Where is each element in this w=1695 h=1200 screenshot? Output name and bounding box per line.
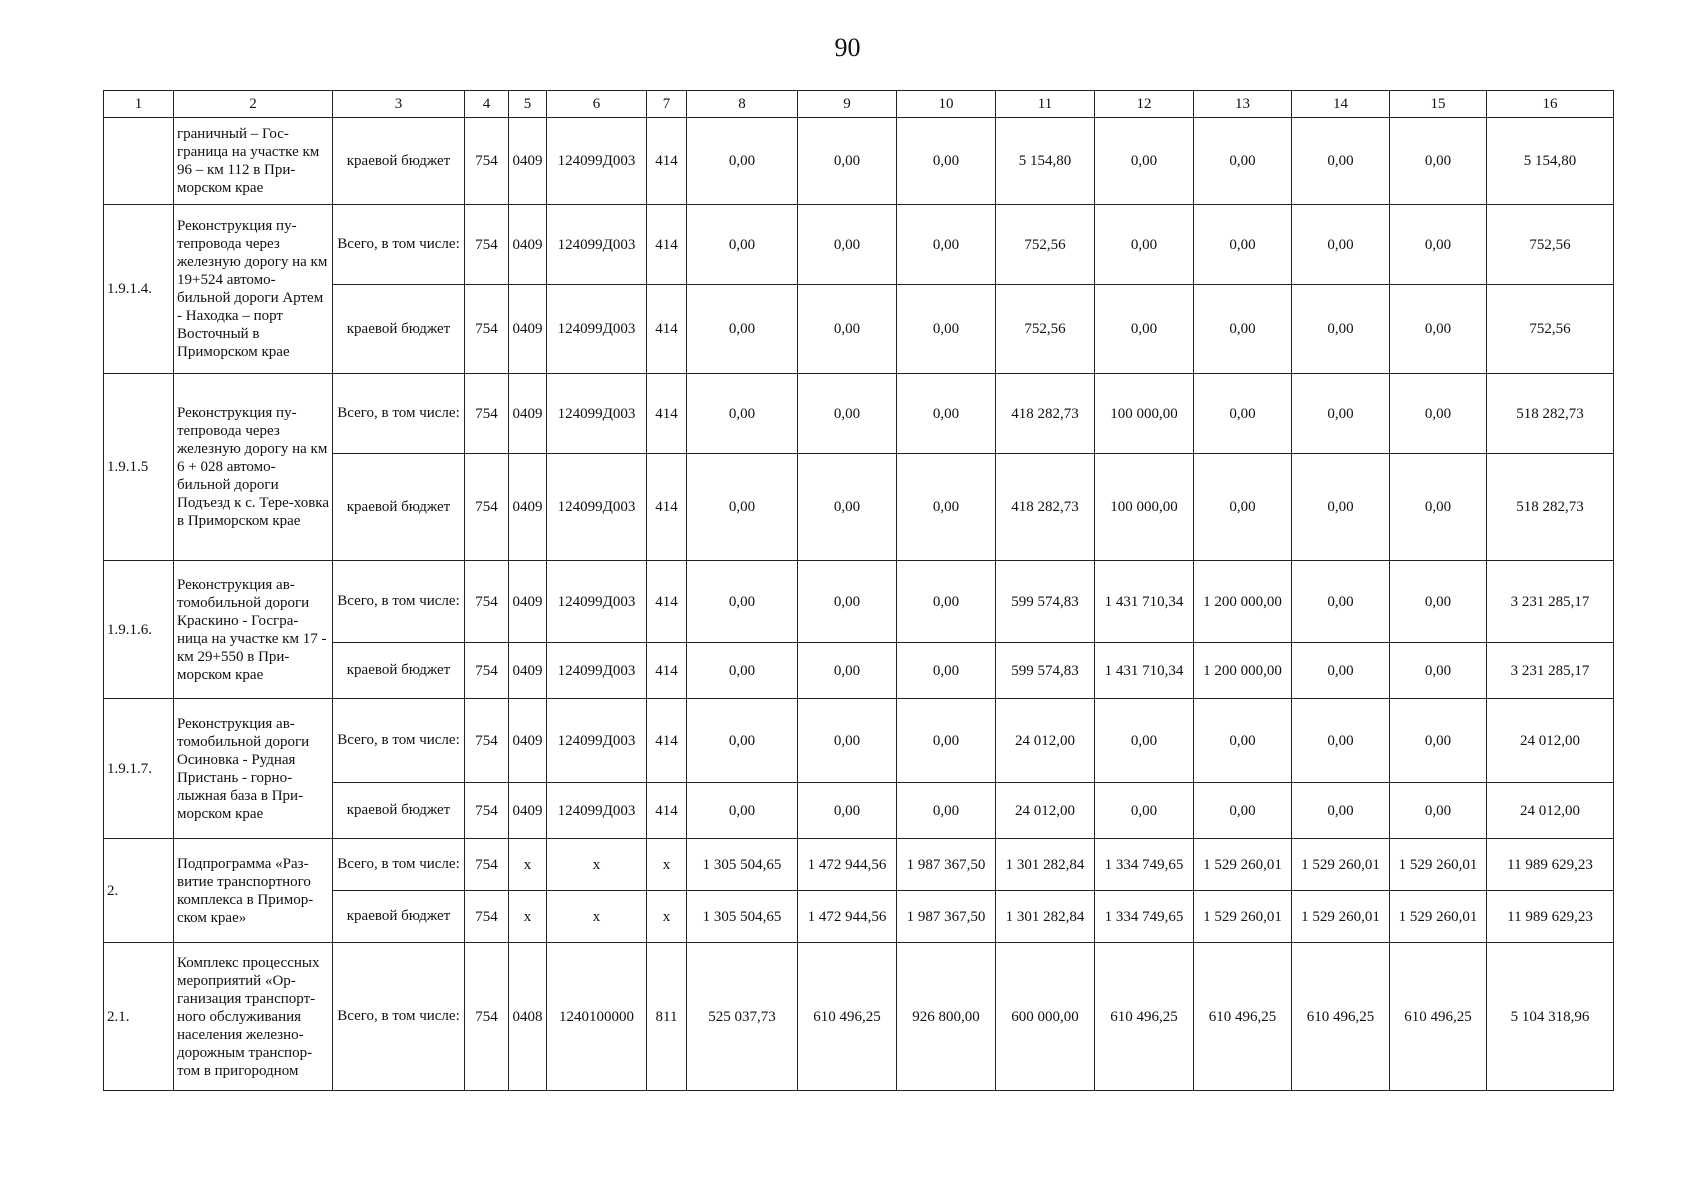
year-amount: 0,00 [798, 783, 897, 839]
year-amount: 0,00 [1194, 374, 1292, 454]
year-amount: 600 000,00 [996, 943, 1095, 1091]
year-amount: 1 301 282,84 [996, 839, 1095, 891]
expense-type-code: 414 [647, 699, 687, 783]
funding-source: Всего, в том числе: [333, 839, 465, 891]
year-amount: 100 000,00 [1095, 374, 1194, 454]
year-amount: 0,00 [687, 783, 798, 839]
grbs-code: 754 [465, 839, 509, 891]
year-amount: 0,00 [1095, 699, 1194, 783]
section-code: 0409 [509, 783, 547, 839]
funding-source: Всего, в том числе: [333, 943, 465, 1091]
grbs-code: 754 [465, 118, 509, 205]
grbs-code: 754 [465, 285, 509, 374]
year-amount: 100 000,00 [1095, 454, 1194, 561]
column-header: 15 [1390, 91, 1487, 118]
column-header: 8 [687, 91, 798, 118]
year-amount: 610 496,25 [1292, 943, 1390, 1091]
grbs-code: 754 [465, 891, 509, 943]
column-header: 1 [104, 91, 174, 118]
item-code: 1.9.1.7. [104, 699, 174, 839]
expense-type-code: 414 [647, 454, 687, 561]
year-amount: 610 496,25 [798, 943, 897, 1091]
column-header: 12 [1095, 91, 1194, 118]
year-amount: 0,00 [1390, 561, 1487, 643]
year-amount: 0,00 [1292, 783, 1390, 839]
target-article-code: 124099Д003 [547, 561, 647, 643]
year-amount: 0,00 [897, 699, 996, 783]
item-name: граничный – Гос-граница на участке км 96 – км 112 в При-морском крае [174, 118, 333, 205]
year-amount: 0,00 [687, 374, 798, 454]
year-amount: 0,00 [1194, 783, 1292, 839]
year-amount: 0,00 [687, 118, 798, 205]
year-amount: 0,00 [1390, 118, 1487, 205]
target-article-code: 124099Д003 [547, 783, 647, 839]
item-name: Реконструкция ав-томобильной дороги Осиновка - Рудная Пристань - горно-лыжная база в При-морском крае [174, 699, 333, 839]
section-code: 0409 [509, 561, 547, 643]
total-amount: 5 154,80 [1487, 118, 1614, 205]
funding-source: краевой бюджет [333, 454, 465, 561]
year-amount: 599 574,83 [996, 561, 1095, 643]
year-amount: 752,56 [996, 205, 1095, 285]
expense-type-code: 414 [647, 783, 687, 839]
table-row [104, 839, 1614, 891]
year-amount: 1 431 710,34 [1095, 643, 1194, 699]
total-amount: 24 012,00 [1487, 783, 1614, 839]
total-amount: 3 231 285,17 [1487, 561, 1614, 643]
section-code: x [509, 891, 547, 943]
target-article-code: 124099Д003 [547, 118, 647, 205]
year-amount: 610 496,25 [1390, 943, 1487, 1091]
item-name: Подпрограмма «Раз-витие транспортного комплекса в Примор-ском крае» [174, 839, 333, 943]
year-amount: 1 200 000,00 [1194, 561, 1292, 643]
year-amount: 0,00 [897, 118, 996, 205]
year-amount: 0,00 [798, 118, 897, 205]
expense-type-code: 414 [647, 205, 687, 285]
item-code: 1.9.1.6. [104, 561, 174, 699]
year-amount: 0,00 [687, 561, 798, 643]
year-amount: 1 472 944,56 [798, 839, 897, 891]
total-amount: 24 012,00 [1487, 699, 1614, 783]
target-article-code: x [547, 839, 647, 891]
year-amount: 0,00 [1194, 454, 1292, 561]
item-code: 1.9.1.5 [104, 374, 174, 561]
total-amount: 11 989 629,23 [1487, 891, 1614, 943]
total-amount: 518 282,73 [1487, 374, 1614, 454]
funding-source: краевой бюджет [333, 118, 465, 205]
year-amount: 0,00 [1292, 205, 1390, 285]
year-amount: 1 529 260,01 [1194, 839, 1292, 891]
table-row [104, 561, 1614, 643]
year-amount: 0,00 [687, 285, 798, 374]
total-amount: 11 989 629,23 [1487, 839, 1614, 891]
year-amount: 610 496,25 [1095, 943, 1194, 1091]
year-amount: 0,00 [1292, 285, 1390, 374]
item-name: Комплекс процессных мероприятий «Ор-ганизация транспорт-ного обслуживания населения железно-дорожным транспор-том в пригородном [174, 943, 333, 1091]
year-amount: 1 529 260,01 [1194, 891, 1292, 943]
expense-type-code: x [647, 839, 687, 891]
section-code: 0409 [509, 643, 547, 699]
item-code: 2. [104, 839, 174, 943]
table-row [104, 118, 1614, 205]
year-amount: 0,00 [1390, 643, 1487, 699]
funding-source: краевой бюджет [333, 891, 465, 943]
section-code: 0409 [509, 374, 547, 454]
year-amount: 0,00 [897, 783, 996, 839]
year-amount: 0,00 [1390, 205, 1487, 285]
total-amount: 518 282,73 [1487, 454, 1614, 561]
target-article-code: 124099Д003 [547, 643, 647, 699]
year-amount: 0,00 [687, 205, 798, 285]
funding-source: краевой бюджет [333, 643, 465, 699]
section-code: 0408 [509, 943, 547, 1091]
page-number: 90 [834, 33, 861, 62]
column-header: 10 [897, 91, 996, 118]
year-amount: 1 529 260,01 [1390, 891, 1487, 943]
year-amount: 0,00 [687, 699, 798, 783]
section-code: 0409 [509, 454, 547, 561]
year-amount: 0,00 [1292, 454, 1390, 561]
year-amount: 0,00 [1095, 205, 1194, 285]
year-amount: 0,00 [1292, 643, 1390, 699]
year-amount: 0,00 [897, 205, 996, 285]
year-amount: 0,00 [897, 561, 996, 643]
year-amount: 0,00 [1095, 783, 1194, 839]
year-amount: 24 012,00 [996, 783, 1095, 839]
target-article-code: 124099Д003 [547, 454, 647, 561]
section-code: 0409 [509, 205, 547, 285]
expense-type-code: x [647, 891, 687, 943]
year-amount: 0,00 [798, 561, 897, 643]
grbs-code: 754 [465, 374, 509, 454]
column-header: 14 [1292, 91, 1390, 118]
section-code: 0409 [509, 285, 547, 374]
table-body [104, 118, 1614, 1091]
expense-type-code: 811 [647, 943, 687, 1091]
column-header: 16 [1487, 91, 1614, 118]
column-header: 9 [798, 91, 897, 118]
section-code: 0409 [509, 118, 547, 205]
target-article-code: 124099Д003 [547, 699, 647, 783]
budget-table [103, 90, 1614, 1091]
year-amount: 0,00 [1292, 118, 1390, 205]
expense-type-code: 414 [647, 561, 687, 643]
year-amount: 1 987 367,50 [897, 839, 996, 891]
column-header: 6 [547, 91, 647, 118]
grbs-code: 754 [465, 699, 509, 783]
year-amount: 0,00 [1292, 699, 1390, 783]
year-amount: 0,00 [1390, 699, 1487, 783]
column-header: 7 [647, 91, 687, 118]
year-amount: 1 305 504,65 [687, 891, 798, 943]
column-header: 3 [333, 91, 465, 118]
funding-source: Всего, в том числе: [333, 205, 465, 285]
year-amount: 0,00 [798, 454, 897, 561]
funding-source: краевой бюджет [333, 285, 465, 374]
item-name: Реконструкция пу-тепровода через железную дорогу на км 19+524 автомо-бильной дороги Артем - Находка – порт Восточный в Приморском крае [174, 205, 333, 374]
expense-type-code: 414 [647, 285, 687, 374]
year-amount: 1 301 282,84 [996, 891, 1095, 943]
item-name: Реконструкция пу-тепровода через железную дорогу на км 6 + 028 автомо-бильной дороги Подъезд к с. Тере-ховка в Приморском крае [174, 374, 333, 561]
item-code: 1.9.1.4. [104, 205, 174, 374]
year-amount: 0,00 [687, 454, 798, 561]
year-amount: 610 496,25 [1194, 943, 1292, 1091]
grbs-code: 754 [465, 783, 509, 839]
year-amount: 0,00 [1194, 699, 1292, 783]
column-header: 2 [174, 91, 333, 118]
year-amount: 0,00 [1194, 205, 1292, 285]
column-header: 11 [996, 91, 1095, 118]
year-amount: 926 800,00 [897, 943, 996, 1091]
year-amount: 0,00 [1390, 783, 1487, 839]
funding-source: Всего, в том числе: [333, 699, 465, 783]
year-amount: 24 012,00 [996, 699, 1095, 783]
target-article-code: 124099Д003 [547, 205, 647, 285]
total-amount: 5 104 318,96 [1487, 943, 1614, 1091]
year-amount: 1 334 749,65 [1095, 839, 1194, 891]
year-amount: 1 472 944,56 [798, 891, 897, 943]
year-amount: 525 037,73 [687, 943, 798, 1091]
table-row [104, 943, 1614, 1091]
section-code: 0409 [509, 699, 547, 783]
year-amount: 418 282,73 [996, 374, 1095, 454]
year-amount: 0,00 [687, 643, 798, 699]
year-amount: 0,00 [1194, 285, 1292, 374]
grbs-code: 754 [465, 643, 509, 699]
item-code: 2.1. [104, 943, 174, 1091]
year-amount: 0,00 [798, 205, 897, 285]
year-amount: 0,00 [897, 374, 996, 454]
year-amount: 0,00 [897, 643, 996, 699]
table-row [104, 374, 1614, 454]
year-amount: 0,00 [798, 699, 897, 783]
year-amount: 0,00 [1095, 118, 1194, 205]
funding-source: краевой бюджет [333, 783, 465, 839]
target-article-code: 124099Д003 [547, 285, 647, 374]
year-amount: 1 200 000,00 [1194, 643, 1292, 699]
expense-type-code: 414 [647, 643, 687, 699]
grbs-code: 754 [465, 561, 509, 643]
year-amount: 0,00 [897, 454, 996, 561]
table-row [104, 205, 1614, 285]
year-amount: 1 529 260,01 [1390, 839, 1487, 891]
target-article-code: 124099Д003 [547, 374, 647, 454]
year-amount: 0,00 [1390, 285, 1487, 374]
funding-source: Всего, в том числе: [333, 561, 465, 643]
expense-type-code: 414 [647, 118, 687, 205]
section-code: x [509, 839, 547, 891]
year-amount: 0,00 [798, 285, 897, 374]
table-row [104, 699, 1614, 783]
year-amount: 1 431 710,34 [1095, 561, 1194, 643]
year-amount: 0,00 [1194, 118, 1292, 205]
year-amount: 0,00 [1292, 561, 1390, 643]
year-amount: 1 529 260,01 [1292, 891, 1390, 943]
item-code [104, 118, 174, 205]
expense-type-code: 414 [647, 374, 687, 454]
year-amount: 5 154,80 [996, 118, 1095, 205]
year-amount: 1 529 260,01 [1292, 839, 1390, 891]
year-amount: 0,00 [798, 374, 897, 454]
year-amount: 0,00 [1095, 285, 1194, 374]
year-amount: 1 305 504,65 [687, 839, 798, 891]
funding-source: Всего, в том числе: [333, 374, 465, 454]
target-article-code: x [547, 891, 647, 943]
total-amount: 752,56 [1487, 205, 1614, 285]
year-amount: 1 334 749,65 [1095, 891, 1194, 943]
grbs-code: 754 [465, 943, 509, 1091]
year-amount: 599 574,83 [996, 643, 1095, 699]
year-amount: 1 987 367,50 [897, 891, 996, 943]
year-amount: 0,00 [1390, 454, 1487, 561]
year-amount: 0,00 [1390, 374, 1487, 454]
grbs-code: 754 [465, 454, 509, 561]
total-amount: 3 231 285,17 [1487, 643, 1614, 699]
year-amount: 0,00 [1292, 374, 1390, 454]
year-amount: 0,00 [897, 285, 996, 374]
column-header: 13 [1194, 91, 1292, 118]
target-article-code: 1240100000 [547, 943, 647, 1091]
total-amount: 752,56 [1487, 285, 1614, 374]
column-header: 4 [465, 91, 509, 118]
grbs-code: 754 [465, 205, 509, 285]
year-amount: 0,00 [798, 643, 897, 699]
item-name: Реконструкция ав-томобильной дороги Краскино - Госгра-ница на участке км 17 - км 29+550 в При-морском крае [174, 561, 333, 699]
year-amount: 752,56 [996, 285, 1095, 374]
header-row [104, 91, 1614, 118]
year-amount: 418 282,73 [996, 454, 1095, 561]
column-header: 5 [509, 91, 547, 118]
